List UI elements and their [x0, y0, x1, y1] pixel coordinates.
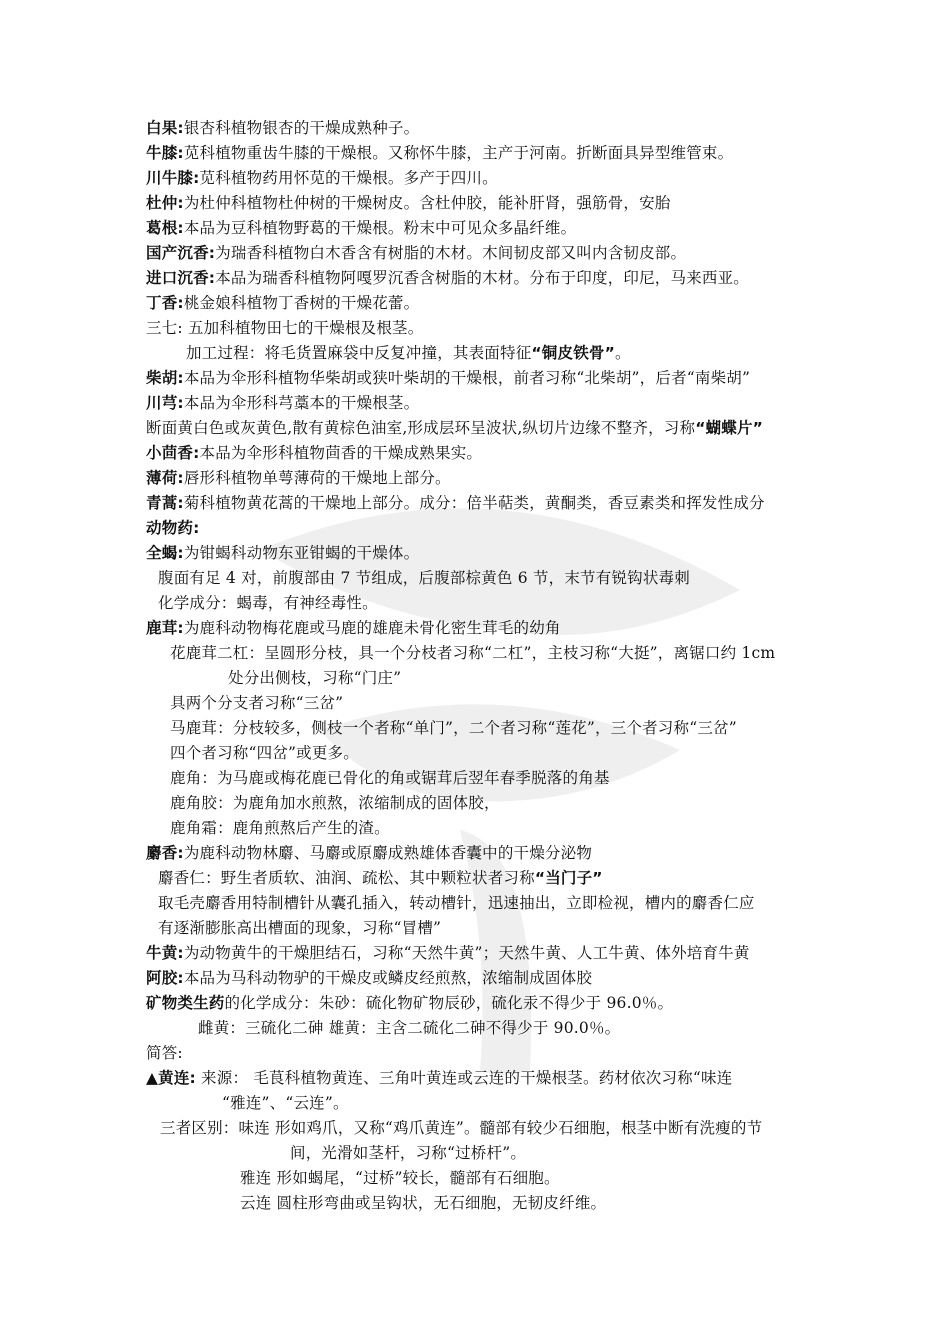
line-text: 本品为伞形科植物茴香的干燥成熟果实。: [199, 444, 483, 462]
line-text: 菊科植物黄花蒿的干燥地上部分。成分：倍半萜类，黄酮类，香豆素类和挥发性成分: [183, 494, 765, 512]
term-heading: 全蝎:: [146, 544, 184, 562]
text-line: [170, 768, 610, 788]
line-text: 有逐渐膨胀高出槽面的现象，习称“冒槽”: [158, 919, 442, 937]
emphasis-text: “当门子”: [534, 869, 603, 887]
text-line: [146, 618, 561, 638]
text-line: [146, 993, 673, 1013]
text-line: [146, 443, 482, 463]
text-line: [240, 1193, 606, 1213]
line-text: 三七: 五加科植物田七的干燥根及根茎。: [146, 319, 424, 337]
line-text: 三者区别：味连 形如鸡爪，又称“鸡爪黄连”。髓部有较少石细胞，根茎中断有洗瘦的节: [160, 1119, 763, 1137]
text-line: [146, 418, 763, 438]
text-line: [146, 943, 750, 963]
line-text: 四个者习称“四岔”或更多。: [170, 744, 359, 762]
text-line: [146, 318, 423, 338]
line-text: 苋科植物药用怀苋的干燥根。多产于四川。: [199, 169, 498, 187]
text-line: [146, 518, 200, 538]
line-text: 为瑞香科植物白木香含有树脂的木材。木间韧皮部又叫内含韧皮部。: [215, 244, 687, 262]
text-line: [146, 268, 749, 288]
line-text: 桃金娘科植物丁香树的干燥花蕾。: [183, 294, 420, 312]
term-heading: 柴胡:: [146, 369, 184, 387]
line-text: 化学成分：蝎毒，有神经毒性。: [158, 594, 378, 612]
line-text: 为钳蝎科动物东亚钳蝎的干燥体。: [183, 544, 420, 562]
term-heading: 白果:: [146, 119, 184, 137]
line-text: 为鹿科动物梅花鹿或马鹿的雄鹿未骨化密生茸毛的幼角: [183, 619, 561, 637]
text-line: [146, 468, 451, 488]
line-text: 间，光滑如茎杆，习称“过桥杆”。: [290, 1144, 527, 1162]
line-text: 取毛壳麝香用特制槽针从囊孔插入，转动槽针，迅速抽出，立即检视，槽内的麝香仁应: [158, 894, 755, 912]
text-line: [240, 1168, 560, 1188]
emphasis-text: “铜皮铁骨”: [531, 344, 615, 362]
text-line: [146, 543, 419, 563]
line-text: 本品为马科动物驴的干燥皮或鳞皮经煎熬，浓缩制成固体胶: [183, 969, 593, 987]
term-heading: 麝香:: [146, 844, 184, 862]
term-heading: 鹿茸:: [146, 619, 184, 637]
line-text: 本品为豆科植物野葛的干燥根。粉末中可见众多晶纤维。: [183, 219, 577, 237]
line-text: 腹面有足 4 对，前腹部由 7 节组成，后腹部棕黄色 6 节，末节有锐钩状毒刺: [158, 569, 690, 587]
text-line: [158, 868, 603, 888]
term-heading: 进口沉香:: [146, 269, 216, 287]
line-text: 简答:: [146, 1044, 183, 1062]
line-text: 鹿角：为马鹿或梅花鹿已骨化的角或锯茸后翌年春季脱落的角基: [170, 769, 610, 787]
text-line: [146, 393, 419, 413]
text-line: [158, 918, 441, 938]
term-heading: 小茴香:: [146, 444, 200, 462]
line-text: 来源： 毛茛科植物黄连、三角叶黄连或云连的干燥根茎。药材依次习称“味连: [195, 1069, 733, 1087]
term-heading: 川牛膝:: [146, 169, 200, 187]
term-heading: 丁香:: [146, 294, 184, 312]
term-heading: 牛膝:: [146, 144, 184, 162]
text-line: [146, 843, 592, 863]
text-line: [146, 168, 498, 188]
line-text: 唇形科植物单萼薄荷的干燥地上部分。: [183, 469, 451, 487]
line-text: 鹿角霜：鹿角煎熬后产生的渣。: [170, 819, 390, 837]
line-text: 为鹿科动物林麝、马麝或原麝成熟雄体香囊中的干燥分泌物: [183, 844, 593, 862]
text-line: [146, 1043, 183, 1063]
text-line: [146, 118, 419, 138]
text-line: [146, 143, 733, 163]
text-line: [146, 1068, 732, 1088]
text-line: [146, 243, 686, 263]
term-heading: 国产沉香:: [146, 244, 216, 262]
line-text: 马鹿茸：分枝较多，侧枝一个者称“单门”，二个者习称“莲花”，三个者习称“三岔”: [170, 719, 737, 737]
line-text: “雅连”、“云连”。: [222, 1094, 349, 1112]
line-tail: 。: [614, 344, 631, 362]
text-line: [170, 793, 500, 813]
text-line: [222, 1093, 349, 1113]
line-text: 雌黄：三硫化二砷 雄黄：主含二硫化二砷不得少于 90.0％。: [198, 1019, 621, 1037]
line-text: 雅连 形如蝎尾，“过桥”较长，髓部有石细胞。: [240, 1169, 560, 1187]
line-text: 苋科植物重齿牛膝的干燥根。又称怀牛膝，主产于河南。折断面具异型维管束。: [183, 144, 734, 162]
text-line: [170, 643, 775, 663]
text-line: [170, 718, 737, 738]
line-text: 本品为伞形科芎藁本的干燥根茎。: [183, 394, 420, 412]
text-line: [160, 1118, 762, 1138]
term-heading: 葛根:: [146, 219, 184, 237]
term-heading: 动物药:: [146, 519, 200, 537]
line-text: 银杏科植物银杏的干燥成熟种子。: [183, 119, 420, 137]
text-line: [170, 818, 390, 838]
line-text: 本品为瑞香科植物阿嘎罗沉香含树脂的木材。分布于印度，印尼，马来西亚。: [215, 269, 750, 287]
text-line: [158, 893, 755, 913]
emphasis-text: “蝴蝶片”: [695, 419, 764, 437]
line-text: 本品为伞形科植物华柴胡或狭叶柴胡的干燥根，前者习称“北柴胡”，后者“南柴胡”: [183, 369, 751, 387]
term-heading: ▲黄连:: [146, 1069, 196, 1087]
term-heading: 牛黄:: [146, 944, 184, 962]
text-line: [290, 1143, 526, 1163]
text-line: [146, 193, 671, 213]
line-text: 加工过程：将毛货置麻袋中反复冲撞，其表面特征: [186, 344, 532, 362]
text-line: [198, 1018, 620, 1038]
line-text: 麝香仁：野生者质软、油润、疏松、其中颗粒状者习称: [158, 869, 535, 887]
line-text: 具两个分支者习称“三岔”: [170, 694, 344, 712]
text-line: [146, 493, 765, 513]
line-text: 为杜仲科植物杜仲树的干燥树皮。含杜仲胶，能补肝肾，强筋骨，安胎: [183, 194, 671, 212]
text-line: [146, 218, 576, 238]
line-text: 云连 圆柱形弯曲或呈钩状，无石细胞，无韧皮纤维。: [240, 1194, 607, 1212]
text-line: [158, 568, 690, 588]
text-line: [146, 968, 592, 988]
text-line: [170, 693, 343, 713]
line-text: 花鹿茸二杠：呈圆形分枝，具一个分枝者习称“二杠”，主枝习称“大挺”，离锯口约 1cm: [170, 644, 776, 662]
text-line: [158, 593, 378, 613]
text-line: [146, 293, 419, 313]
text-line: [228, 668, 401, 688]
line-text: 的化学成分：朱砂：硫化物矿物辰砂，硫化汞不得少于 96.0％。: [224, 994, 674, 1012]
line-text: 鹿角胶：为鹿角加水煎熬，浓缩制成的固体胶，: [170, 794, 500, 812]
text-line: [146, 368, 750, 388]
line-text: 为动物黄牛的干燥胆结石，习称“天然牛黄”；天然牛黄、人工牛黄、体外培育牛黄: [183, 944, 750, 962]
term-heading: 青蒿:: [146, 494, 184, 512]
term-heading: 矿物类生药: [146, 994, 225, 1012]
term-heading: 薄荷:: [146, 469, 184, 487]
line-text: 断面黄白色或灰黄色,散有黄棕色油室,形成层环呈波状,纵切片边缘不整齐，习称: [146, 419, 696, 437]
text-line: [170, 743, 359, 763]
text-line: [186, 343, 631, 363]
term-heading: 杜仲:: [146, 194, 184, 212]
term-heading: 川芎:: [146, 394, 184, 412]
line-text: 处分出侧枝，习称“门庄”: [228, 669, 402, 687]
term-heading: 阿胶:: [146, 969, 184, 987]
